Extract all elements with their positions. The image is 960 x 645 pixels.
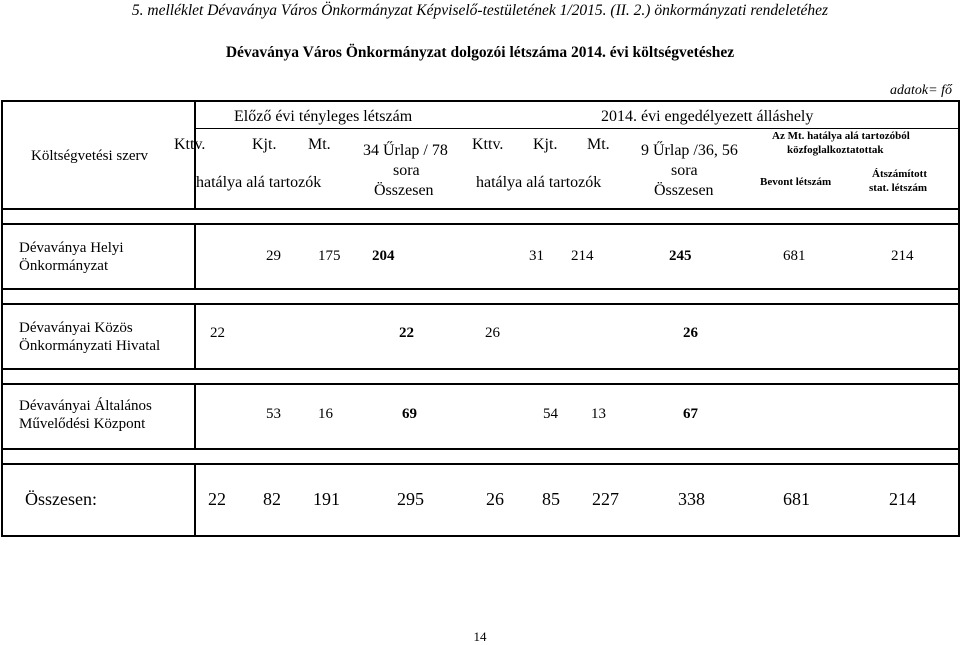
spacer-row (2, 289, 959, 304)
spacer-cell (2, 449, 195, 464)
involved-header: Bevont létszám (760, 176, 832, 188)
spacer-cell (195, 449, 758, 464)
spacer-cell (758, 209, 959, 224)
spacer-cell (195, 289, 758, 304)
row-label-line2: Művelődési Központ (19, 416, 146, 432)
row-values-cell (195, 224, 959, 289)
table-row (2, 384, 959, 449)
spacer-cell (758, 369, 959, 384)
total-c-kttv: 26 (486, 489, 504, 509)
unit-note: adatok= fő (890, 83, 952, 98)
cell-c-kttv: 26 (485, 325, 500, 341)
header-cell-label (2, 101, 195, 209)
total-c-total: 338 (678, 489, 705, 509)
cell-p-total: 204 (372, 248, 395, 264)
row-values-cell (195, 304, 959, 369)
cell-p-mt: 16 (318, 406, 333, 422)
cell-c-kjt: 54 (543, 406, 558, 422)
row-values-cell (195, 384, 959, 449)
row-label-line1: Dévaványai Közös (19, 320, 133, 336)
cur-kjt-header: Kjt. (533, 136, 558, 153)
attachment-header: 5. melléklet Dévaványa Város Önkormányzat Képviselő-testületének 1/2015. (II. 2.) önkormányzati rendeletéhez (131, 2, 829, 19)
spacer-row (2, 449, 959, 464)
header-divider (196, 128, 960, 129)
public-work-header-line1: Az Mt. hatálya alá tartozóból (772, 130, 910, 142)
page-number: 14 (473, 629, 487, 644)
cell-c-mt: 214 (571, 248, 594, 264)
cell-p-kjt: 29 (266, 248, 281, 264)
spacer-cell (195, 369, 758, 384)
total-label-cell (2, 464, 195, 536)
converted-header-line2: stat. létszám (869, 182, 928, 194)
total-converted: 214 (889, 489, 916, 509)
table-row (2, 224, 959, 289)
cur-mt-header: Mt. (587, 136, 610, 153)
table-row (2, 304, 959, 369)
spacer-cell (2, 209, 195, 224)
cell-involved: 681 (783, 248, 806, 264)
spacer-row (2, 209, 959, 224)
spacer-cell (195, 209, 758, 224)
total-p-kttv: 22 (208, 489, 226, 509)
total-c-kjt: 85 (542, 489, 560, 509)
row-label-cell (2, 384, 195, 449)
cell-p-kttv: 22 (210, 325, 225, 341)
total-p-mt: 191 (313, 489, 340, 509)
total-c-mt: 227 (592, 489, 619, 509)
spacer-cell (2, 369, 195, 384)
converted-header-line1: Átszámított (872, 168, 927, 180)
row-label-line1: Dévaványai Általános (19, 398, 152, 414)
total-involved: 681 (783, 489, 810, 509)
cell-p-kjt: 53 (266, 406, 281, 422)
cell-p-mt: 175 (318, 248, 341, 264)
page-title: Dévaványa Város Önkormányzat dolgozói létszáma 2014. évi költségvetéshez (225, 44, 735, 61)
cell-c-total: 245 (669, 248, 692, 264)
total-p-kjt: 82 (263, 489, 281, 509)
cell-converted: 214 (891, 248, 914, 264)
cell-c-total: 26 (683, 325, 698, 341)
cell-c-total: 67 (683, 406, 698, 422)
cur-kttv-header: Kttv. (472, 136, 504, 153)
cell-c-mt: 13 (591, 406, 606, 422)
prev-group-header: Előző évi tényleges létszám (234, 108, 413, 125)
prev-mt-header: Mt. (308, 136, 331, 153)
cur-total-header-line3: Összesen (654, 182, 714, 199)
row-label-line2: Önkormányzat (19, 258, 109, 274)
row-label-line1: Dévaványa Helyi (19, 240, 124, 256)
prev-kjt-header: Kjt. (252, 136, 277, 153)
col-label-header: Költségvetési szerv (31, 148, 149, 164)
public-work-header-line2: közfoglalkoztatottak (787, 144, 884, 156)
cur-scope-header: hatálya alá tartozók (476, 174, 602, 191)
total-label: Összesen: (25, 489, 97, 509)
staff-table (1, 100, 960, 537)
row-label-cell (2, 224, 195, 289)
prev-total-header-line2: sora (393, 162, 420, 179)
total-p-total: 295 (397, 489, 424, 509)
prev-total-header-line3: Összesen (374, 182, 434, 199)
cell-p-total: 22 (399, 325, 414, 341)
cur-total-header-line2: sora (671, 162, 698, 179)
header-cell-groups (174, 101, 959, 209)
total-values-cell (195, 464, 959, 536)
spacer-cell (758, 289, 959, 304)
row-label-line2: Önkormányzati Hivatal (19, 338, 161, 354)
cell-c-kjt: 31 (529, 248, 544, 264)
cell-p-total: 69 (402, 406, 417, 422)
cur-group-header: 2014. évi engedélyezett álláshely (601, 108, 814, 125)
spacer-cell (2, 289, 195, 304)
total-row (2, 464, 959, 536)
prev-total-header-line1: 34 Űrlap / 78 (363, 142, 448, 159)
spacer-cell (758, 449, 959, 464)
table-header-row (2, 101, 959, 209)
prev-kttv-header: Kttv. (174, 136, 206, 153)
spacer-row (2, 369, 959, 384)
row-label-cell (2, 304, 195, 369)
cur-total-header-line1: 9 Űrlap /36, 56 (641, 142, 738, 159)
prev-scope-header: hatálya alá tartozók (196, 174, 322, 191)
